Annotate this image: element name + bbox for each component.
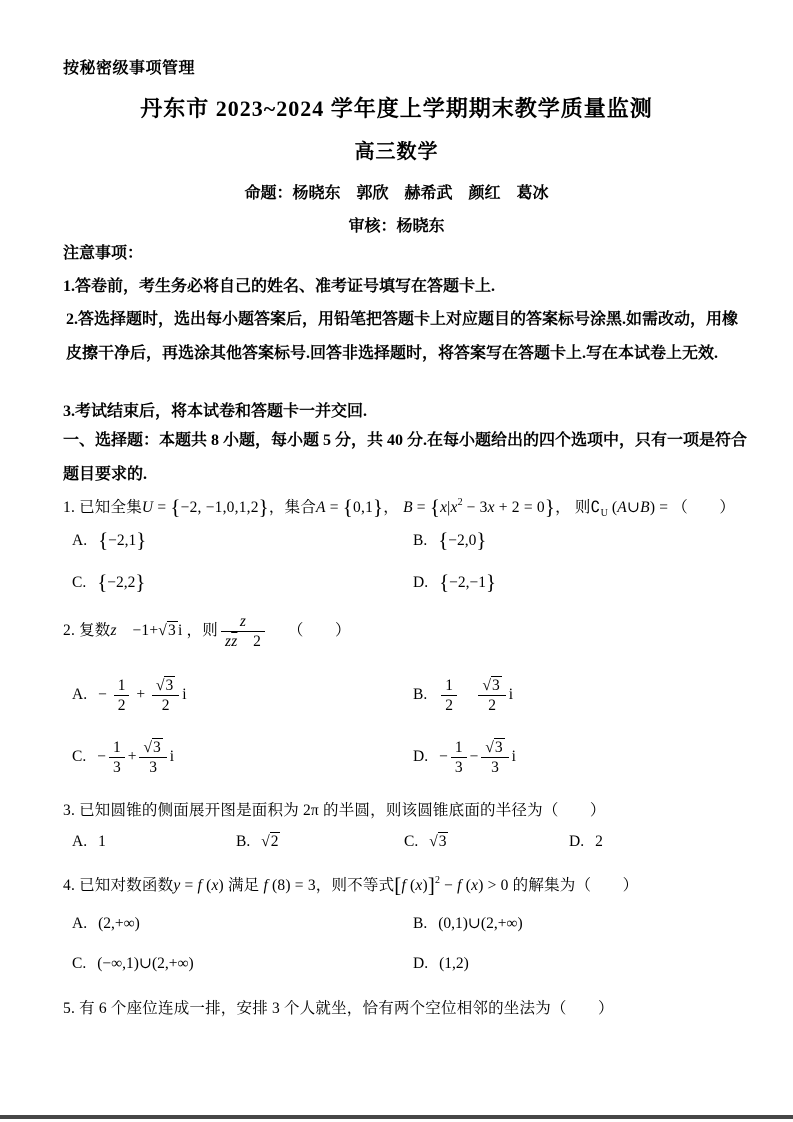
exam-subject-title: 高三数学 — [354, 141, 439, 163]
question-2-stem: 2. 复数z −1+√3 i ，则 $\frac{z}{z\overline{z} 2}$ （ ） — [63, 613, 351, 650]
option-label: A. — [72, 833, 88, 850]
section-1-heading: 一、选择题：本题共 8 小题，每小题 5 分，共 40 分.在每小题给出的四个选项中，只有一项是符合题目要求的. — [63, 432, 748, 483]
option-value: $\frac{1}{2}$ $\frac{√3}{2}$ i — [438, 686, 513, 703]
notice-item-3: 3.考试结束后，将本试卷和答题卡一并交回. — [63, 403, 368, 420]
question-4-option-b — [413, 912, 748, 936]
option-label: B. — [236, 833, 251, 850]
option-value: − $\frac{1}{3}$ + $\frac{√3}{3}$ i — [97, 739, 175, 776]
option-label: C. — [72, 748, 87, 766]
option-label: A. — [72, 686, 88, 704]
question-4-option-c — [72, 952, 413, 976]
option-label: C. — [404, 833, 419, 850]
question-3-options-row — [63, 830, 748, 854]
option-label: B. — [413, 531, 428, 549]
option-value: {−2,0} — [438, 528, 487, 552]
question-5-stem: 5. 有 6 个座位连成一排，安排 3 个人就坐，恰有两个空位相邻的坐法为（ ） — [63, 1000, 614, 1017]
reviewer-line: 审核：杨晓东 — [348, 218, 445, 235]
page-title: 丹东市 2023~2024 学年度上学期期末教学质量监测 — [140, 96, 653, 121]
question-2-option-c — [72, 738, 413, 777]
option-label: D. — [413, 573, 429, 591]
question-4-stem: 4. 已知对数函数y = f (x) 满足 f (8) = 3，则不等式[f (x)]$^2$ − f (x) > 0 的解集为（ ） — [63, 873, 639, 898]
page-bottom-divider — [0, 1115, 793, 1119]
question-1-options-row-2 — [63, 570, 748, 595]
question-3-option-c — [404, 830, 569, 854]
option-label: D. — [413, 955, 429, 972]
notice-item-2: 2.答选择题时，选出每小题答案后，用铅笔把答题卡上对应题目的答案标号涂黑.如需改动，用橡皮擦干净后，再选涂其他答案标号.回答非选择题时，将答案写在答题卡上.写在本试卷上无效. — [66, 311, 739, 362]
question-1-stem: 1. 已知全集U = {−2, −1,0,1,2}，集合A = {0,1}， $B = \{x|x^2 - 3x + 2 = 0\}$， 则$∁_U$ (A∪B) = （ ） — [63, 495, 736, 520]
question-1-option-a — [72, 528, 413, 553]
option-value: {−2,−1} — [439, 570, 497, 594]
option-value: 1 — [98, 833, 106, 850]
question-4-options-row-1 — [63, 912, 748, 936]
option-value: {−2,1} — [98, 528, 147, 552]
option-value: √3 — [429, 833, 447, 850]
option-value: − $\frac{1}{2}$ + $\frac{√3}{2}$ i — [98, 677, 187, 714]
question-1-option-c — [72, 570, 413, 595]
question-2-options-row-2 — [63, 738, 748, 777]
question-1-options-row-1 — [63, 528, 748, 553]
question-3-option-b — [236, 830, 404, 854]
setters-line: 命题：杨晓东 郭欣 赫希武 颜红 葛冰 — [244, 185, 549, 202]
question-1-option-b — [413, 528, 748, 553]
option-value: (0,1)∪(2,+∞) — [438, 915, 523, 932]
question-2-option-b — [413, 676, 748, 715]
notice-heading: 注意事项： — [63, 245, 144, 262]
question-3-option-a — [72, 830, 236, 854]
option-value: (2,+∞) — [98, 915, 140, 932]
question-1-option-d — [413, 570, 748, 595]
option-value: (−∞,1)∪(2,+∞) — [97, 955, 194, 972]
question-2-option-d — [413, 738, 748, 777]
question-4-option-a — [72, 912, 413, 936]
classification-note: 按秘密级事项管理 — [63, 60, 196, 77]
notice-item-1: 1.答卷前，考生务必将自己的姓名、准考证号填写在答题卡上. — [63, 278, 496, 295]
option-label: C. — [72, 955, 87, 972]
option-label: C. — [72, 573, 87, 591]
option-value: {−2,2} — [97, 570, 146, 594]
option-value: 2 — [595, 833, 603, 850]
question-3-stem: 3. 已知圆锥的侧面展开图是面积为 2π 的半圆，则该圆锥底面的半径为（ ） — [63, 802, 606, 819]
option-label: D. — [413, 748, 429, 766]
option-label: B. — [413, 915, 428, 932]
option-value: − $\frac{1}{3}$ − $\frac{√3}{3}$ i — [439, 739, 516, 776]
option-value: (1,2) — [439, 955, 469, 972]
question-3-option-d — [569, 830, 748, 854]
option-label: D. — [569, 833, 585, 850]
question-2-options-row-1 — [63, 676, 748, 715]
option-label: A. — [72, 531, 88, 549]
option-label: B. — [413, 686, 428, 704]
question-4-option-d — [413, 952, 748, 976]
question-4-options-row-2 — [63, 952, 748, 976]
question-2-option-a — [72, 676, 413, 715]
option-value: √2 — [261, 833, 279, 850]
option-label: A. — [72, 915, 88, 932]
